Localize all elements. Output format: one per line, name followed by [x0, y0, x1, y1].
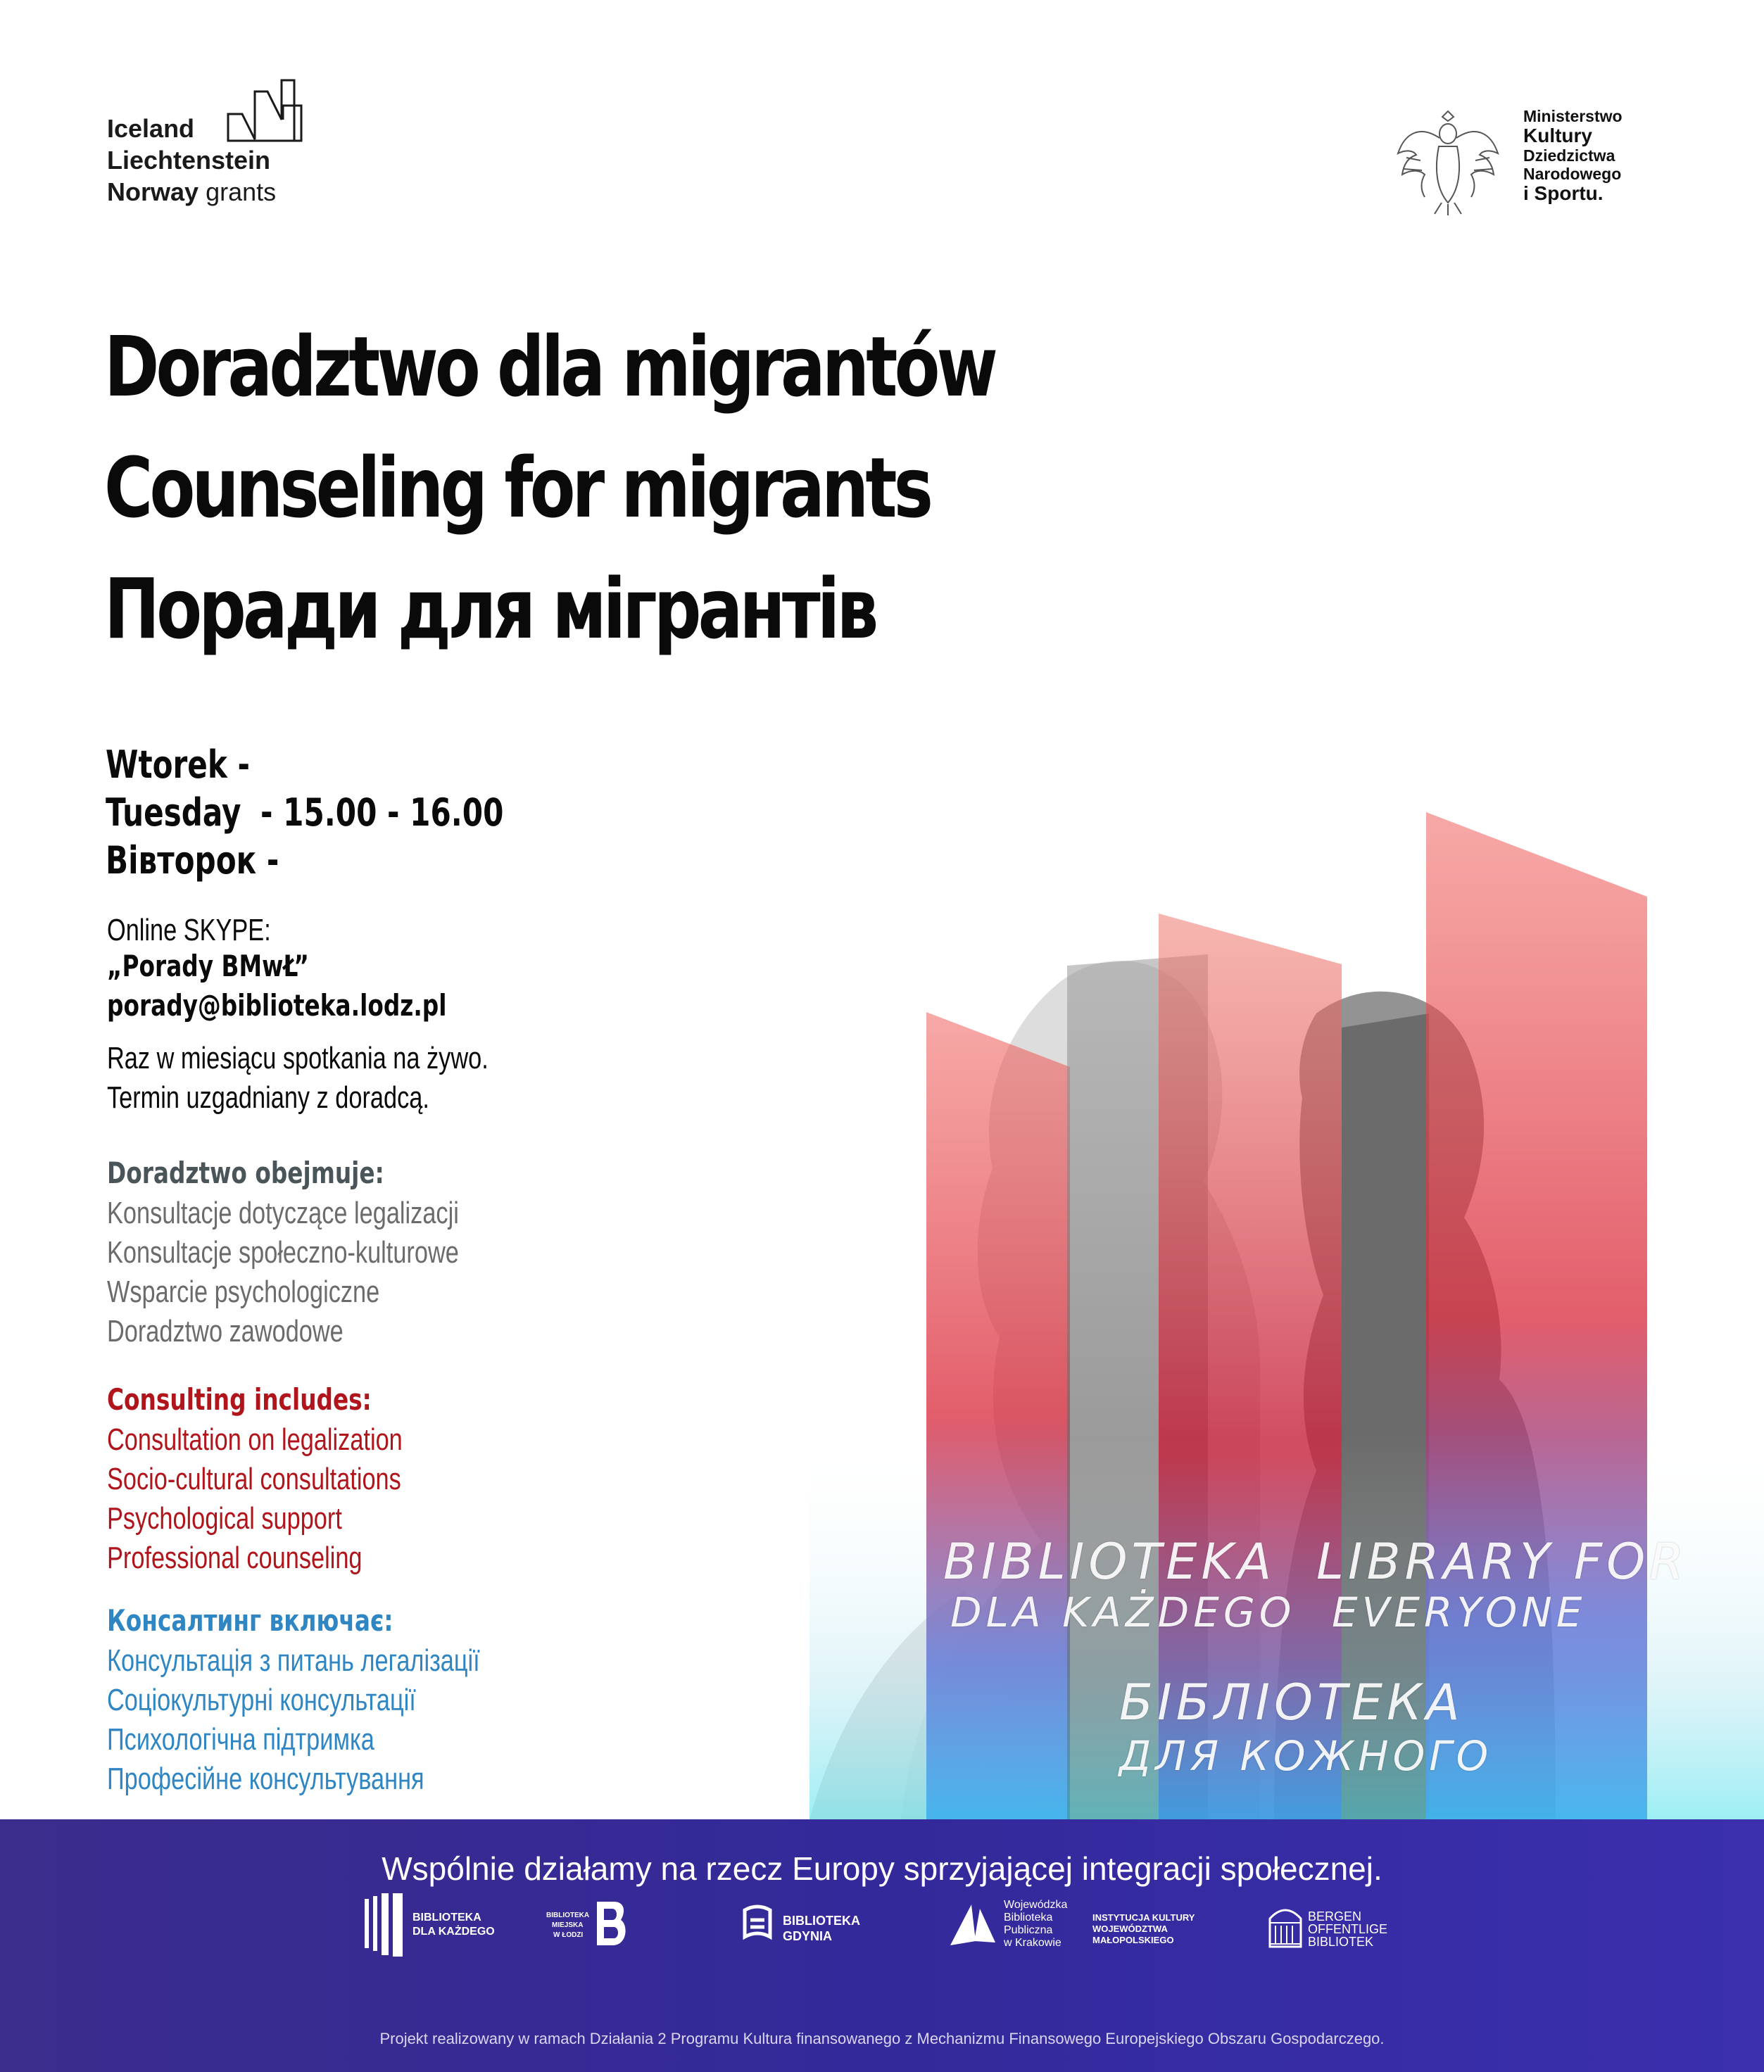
eea-logo-line-liechtenstein: Liechtenstein [107, 146, 271, 175]
artwork-text-pl-1: BIBLIOTEKA [943, 1533, 1276, 1591]
online-skype-label: Online SKYPE: [107, 913, 271, 947]
partner-3-line-2: GDYNIA [783, 1929, 833, 1943]
library-campaign-artwork [809, 802, 1764, 1819]
partner-logo-wbp-krakow [947, 1893, 1201, 1957]
ministry-line-2: Kultury [1523, 125, 1592, 146]
list-item-polish: Wsparcie psychologiczne [107, 1275, 380, 1309]
list-item-ukrainian: Консультація з питань легалізації [107, 1643, 480, 1678]
partner-logo-biblioteka-gdynia [741, 1893, 867, 1957]
list-item-english: Consultation on legalization [107, 1422, 403, 1457]
contact-email[interactable]: porady@biblioteka.lodz.pl [107, 988, 447, 1023]
list-item-english: Professional counseling [107, 1541, 363, 1575]
partner-logo-biblioteka-miejska-lodz [546, 1893, 631, 1957]
eea-logo-line-iceland: Iceland [107, 114, 195, 143]
partner-5-line-1: INSTYTUCJA KULTURY [1092, 1912, 1195, 1923]
list-item-polish: Konsultacje społeczno-kulturowe [107, 1235, 459, 1270]
list-item-polish: Doradztwo zawodowe [107, 1314, 344, 1348]
bars-logo-icon [363, 1893, 405, 1957]
list-heading-english: Consulting includes: [107, 1382, 372, 1417]
title-ukrainian: Поради для мігрантів [104, 560, 876, 657]
list-item-english: Socio-cultural consultations [107, 1462, 401, 1496]
meeting-time: - 15.00 - 16.00 [260, 790, 504, 835]
partner-2-line-1: BIBLIOTEKA [546, 1912, 590, 1919]
book-logo-icon [947, 1899, 998, 1950]
ministry-line-1: Ministerstwo [1523, 107, 1623, 125]
meeting-note-2: Termin uzgadniany z doradcą. [107, 1080, 429, 1115]
list-item-english: Psychological support [107, 1501, 342, 1536]
footer-slogan: Wspólnie działamy na rzecz Europy sprzyjającej integracji społecznej. [382, 1850, 1382, 1887]
footer-project-note: Projekt realizowany w ramach Działania 2 Programu Kultura finansowanego z Mechanizmu Finansowego Europejskiego Obszaru Gospodarczego. [379, 2030, 1385, 2047]
day-english: Tuesday [106, 790, 241, 835]
partner-4-line-4: w Krakowie [1004, 1937, 1061, 1949]
ministry-line-5: i Sportu. [1523, 182, 1604, 204]
list-heading-polish: Doradztwo obejmuje: [107, 1156, 384, 1190]
gdynia-logo-icon [741, 1903, 776, 1945]
eea-logo-line-norway [107, 176, 318, 208]
ministry-line-3: Dziedzictwa [1523, 146, 1615, 165]
partner-5-line-3: MAŁOPOLSKIEGO [1092, 1935, 1174, 1945]
list-item-ukrainian: Професійне консультування [107, 1762, 424, 1796]
partner-4-line-1: Wojewódzka [1004, 1899, 1068, 1911]
eea-logo-norway: Norway [107, 177, 199, 206]
list-item-polish: Konsultacje dotyczące legalizacji [107, 1196, 459, 1230]
ministry-logo-text [1523, 107, 1749, 204]
partner-4-line-3: Publiczna [1004, 1924, 1053, 1936]
list-item-ukrainian: Психологічна підтримка [107, 1722, 374, 1757]
list-heading-ukrainian: Консалтинг включає: [107, 1603, 393, 1638]
meeting-note-1: Raz w miesiącu spotkania na żywo. [107, 1041, 489, 1075]
partner-1-line-1: BIBLIOTEKA [412, 1912, 481, 1923]
artwork-text-ua-1: БІБЛІОТЕКА [1119, 1674, 1464, 1731]
partner-2-line-2: MIEJSKA [552, 1921, 584, 1929]
polish-eagle-emblem [1392, 104, 1504, 217]
title-polish: Doradztwo dla migrantów [104, 318, 995, 415]
bergen-building-logo-icon [1267, 1902, 1304, 1948]
partner-1-line-2: DLA KAŻDEGO [412, 1926, 495, 1938]
partner-6-line-3: BIBLIOTEK [1308, 1935, 1374, 1949]
day-ukrainian: Вівторок - [106, 838, 279, 883]
skype-account-name: „Porady BMwŁ” [107, 949, 309, 983]
letter-b-logo-icon [596, 1900, 628, 1947]
day-polish: Wtorek - [106, 743, 251, 787]
partner-5-line-2: WOJEWÓDZTWA [1092, 1923, 1168, 1934]
partner-logo-bergen-offentlige-bibliotek [1267, 1893, 1408, 1957]
title-english: Counseling for migrants [104, 439, 931, 536]
artwork-text-en-1: LIBRARY FOR [1316, 1533, 1688, 1591]
partner-3-line-1: BIBLIOTEKA [783, 1914, 860, 1928]
partner-2-line-3: W ŁODZI [553, 1931, 584, 1939]
artwork-text-en-2: EVERYONE [1332, 1588, 1587, 1636]
partner-4-line-2: Biblioteka [1004, 1912, 1053, 1923]
ministry-line-4: Narodowego [1523, 165, 1622, 183]
partner-6-line-1: BERGEN [1308, 1909, 1362, 1923]
artwork-text-ua-2: ДЛЯ КОЖНОГО [1119, 1732, 1493, 1780]
partner-logo-biblioteka-dla-kazdego [363, 1893, 495, 1957]
eea-logo-grants: grants [206, 177, 277, 206]
artwork-text-pl-2: DLA KAŻDEGO [950, 1588, 1296, 1636]
list-item-ukrainian: Соціокультурні консультації [107, 1683, 416, 1717]
eea-bars-icon [227, 77, 304, 142]
partner-6-line-2: OFFENTLIGE [1308, 1922, 1388, 1936]
